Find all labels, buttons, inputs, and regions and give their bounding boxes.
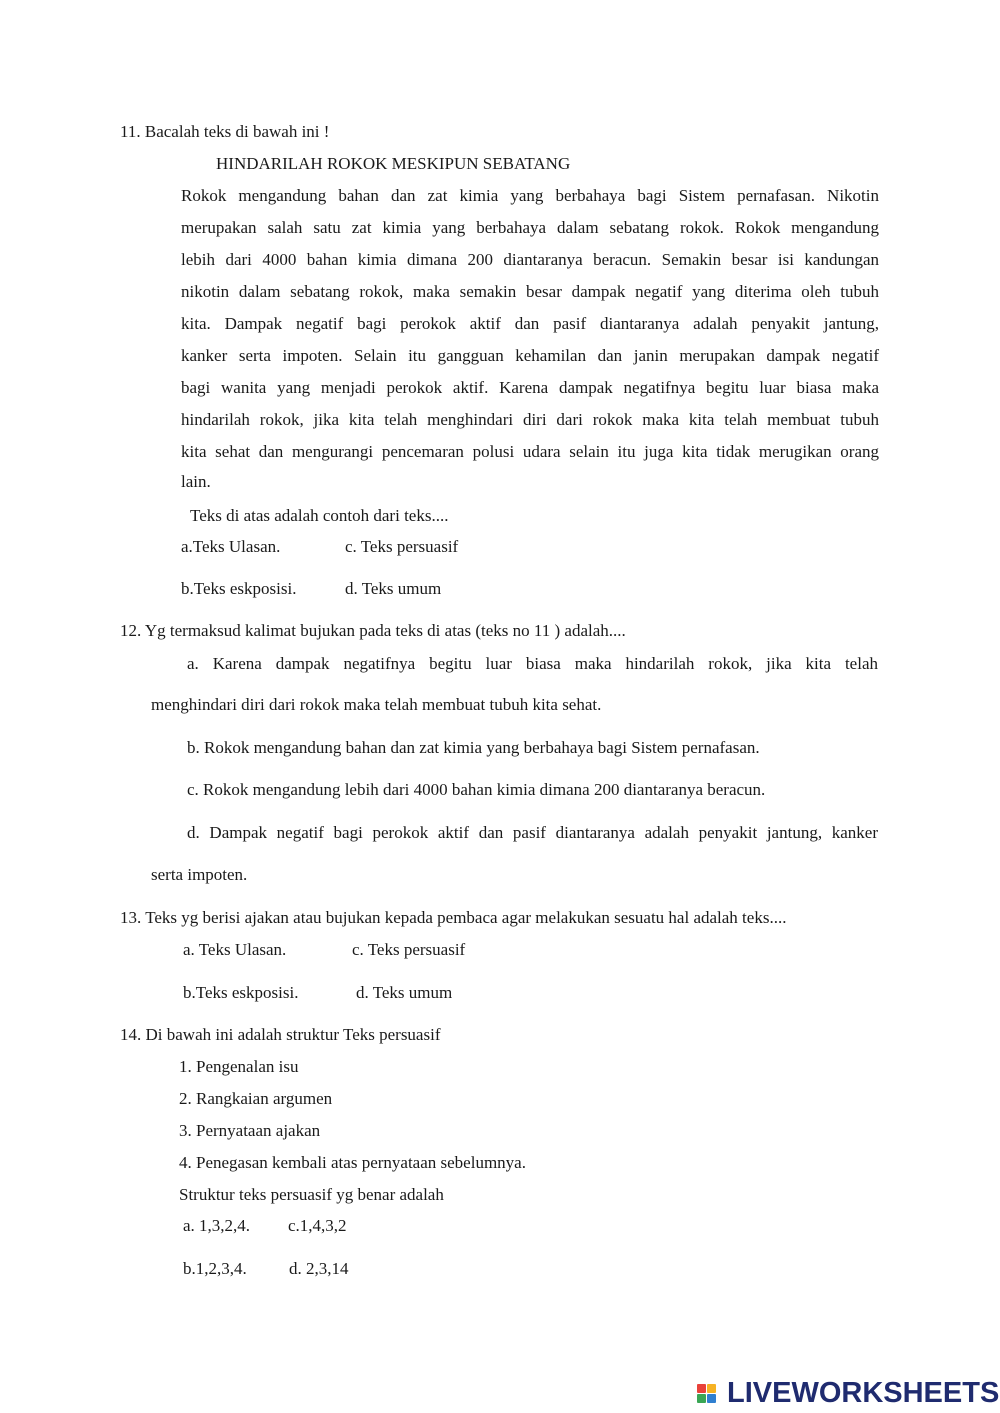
q13-option-b[interactable]: b.Teks eskposisi.: [183, 983, 299, 1002]
logo-tiles-icon: [697, 1379, 725, 1407]
passage-line: lain.: [181, 472, 211, 491]
q14-option-c[interactable]: c.1,4,3,2: [288, 1216, 347, 1235]
passage-line: kita. Dampak negatif bagi perokok aktif dan pasif diantaranya adalah penyakit jantung,: [181, 314, 879, 333]
q12-option-a-continued[interactable]: menghindari diri dari rokok maka telah membuat tubuh kita sehat.: [151, 695, 602, 714]
q12-option-c[interactable]: c. Rokok mengandung lebih dari 4000 bahan kimia dimana 200 diantaranya beracun.: [187, 780, 766, 799]
q11-question: Teks di atas adalah contoh dari teks....: [190, 506, 449, 525]
q11-option-b[interactable]: b.Teks eskposisi.: [181, 579, 297, 598]
q11-option-a[interactable]: a.Teks Ulasan.: [181, 537, 281, 556]
passage-line: bagi wanita yang menjadi perokok aktif. Karena dampak negatifnya begitu luar biasa maka: [181, 378, 879, 397]
q12-option-b[interactable]: b. Rokok mengandung bahan dan zat kimia yang berbahaya bagi Sistem pernafasan.: [187, 738, 760, 757]
passage-line: lebih dari 4000 bahan kimia dimana 200 diantaranya beracun. Semakin besar isi kandungan: [181, 250, 879, 269]
liveworksheets-logo: [697, 1376, 999, 1410]
q12-option-a[interactable]: a. Karena dampak negatifnya begitu luar biasa maka hindarilah rokok, jika kita telah: [187, 654, 878, 673]
q14-heading: 14. Di bawah ini adalah struktur Teks persuasif: [120, 1025, 441, 1044]
structure-item: 4. Penegasan kembali atas pernyataan sebelumnya.: [179, 1153, 526, 1172]
passage-line: kanker serta impoten. Selain itu gangguan kehamilan dan janin merupakan dampak negatif: [181, 346, 879, 365]
q13-option-a[interactable]: a. Teks Ulasan.: [183, 940, 287, 959]
q11-heading: 11. Bacalah teks di bawah ini !: [120, 122, 330, 141]
passage-line: hindarilah rokok, jika kita telah menghindari diri dari rokok maka kita telah membuat tubuh: [181, 410, 879, 429]
logo-text: LIVEWORKSHEETS: [727, 1377, 1000, 1409]
q12-option-d-continued[interactable]: serta impoten.: [151, 865, 248, 884]
q11-option-c[interactable]: c. Teks persuasif: [345, 537, 459, 556]
structure-item: 2. Rangkaian argumen: [179, 1089, 333, 1108]
passage-line: kita sehat dan mengurangi pencemaran polusi udara selain itu juga kita tidak merugikan orang: [181, 442, 879, 461]
structure-item: 1. Pengenalan isu: [179, 1057, 299, 1076]
passage-title: HINDARILAH ROKOK MESKIPUN SEBATANG: [216, 154, 571, 173]
q12-option-d[interactable]: d. Dampak negatif bagi perokok aktif dan pasif diantaranya adalah penyakit jantung, kanker: [187, 823, 878, 842]
q14-option-b[interactable]: b.1,2,3,4.: [183, 1259, 247, 1278]
q11-option-d[interactable]: d. Teks umum: [345, 579, 442, 598]
q13-option-c[interactable]: c. Teks persuasif: [352, 940, 466, 959]
q13-heading: 13. Teks yg berisi ajakan atau bujukan kepada pembaca agar melakukan sesuatu hal adalah teks....: [120, 908, 787, 927]
q14-option-a[interactable]: a. 1,3,2,4.: [183, 1216, 251, 1235]
passage-line: merupakan salah satu zat kimia yang berbahaya dalam sebatang rokok. Rokok mengandung: [181, 218, 879, 237]
passage-line: Rokok mengandung bahan dan zat kimia yang berbahaya bagi Sistem pernafasan. Nikotin: [181, 186, 879, 205]
q13-option-d[interactable]: d. Teks umum: [356, 983, 453, 1002]
passage-line: nikotin dalam sebatang rokok, maka semakin besar dampak negatif yang diterima oleh tubuh: [181, 282, 879, 301]
q14-question: Struktur teks persuasif yg benar adalah: [179, 1185, 444, 1204]
q14-option-d[interactable]: d. 2,3,14: [289, 1259, 349, 1278]
q12-heading: 12. Yg termaksud kalimat bujukan pada teks di atas (teks no 11 ) adalah....: [120, 621, 626, 640]
structure-item: 3. Pernyataan ajakan: [179, 1121, 321, 1140]
